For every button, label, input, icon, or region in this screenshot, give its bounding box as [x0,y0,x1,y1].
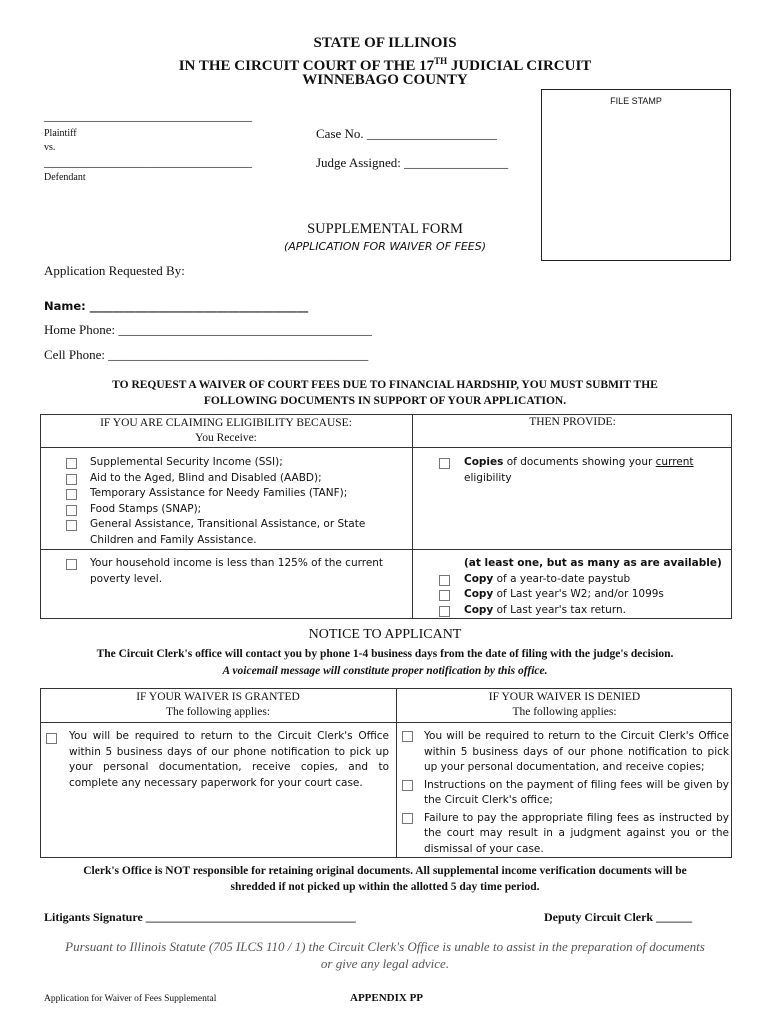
cell-phone-field[interactable]: Cell Phone: ________________________________________ [44,347,369,362]
judge-assigned-field[interactable]: Judge Assigned: ________________ [316,155,509,170]
denied-header-2: The following applies: [512,706,617,718]
denied-return-checkbox[interactable] [402,731,413,742]
provide-copies-current: current [655,456,694,468]
provide-income-item [439,572,729,588]
statute-line-1: Pursuant to Illinois Statute (705 ILCS 110 / 1) the Circuit Clerk's Office is unable to assist in the preparation of documents [65,939,705,954]
defendant-blank[interactable]: ________________________________ [44,154,252,169]
granted-header [40,690,396,720]
granted-checkbox[interactable] [46,733,57,744]
denied-item-text: Instructions on the payment of filing fees will be given by the Circuit Clerk's office; [424,778,729,806]
form-subtitle: (APPLICATION FOR WAIVER OF FEES) [283,240,487,253]
provide-copies-bold: Copies [464,456,504,468]
plaintiff-label: Plaintiff [44,128,77,139]
notice-title: NOTICE TO APPLICANT [308,627,462,642]
provide-income-item [439,587,729,603]
denied-failure-checkbox[interactable] [402,813,413,824]
defendant-label: Defendant [44,172,86,183]
provide-copies-text: of documents showing your [503,456,656,468]
income-text-2: poverty level. [90,572,163,585]
benefit-item [66,502,406,518]
denied-instructions-checkbox[interactable] [402,780,413,791]
benefit-ssi-checkbox[interactable] [66,458,77,469]
disclaimer-line-2: shredded if not picked up within the allotted 5 day time period. [230,881,540,893]
benefit-item-continued [66,533,406,549]
eligibility-col1-header [40,416,412,446]
court-state-heading: STATE OF ILLINOIS [313,35,457,51]
income-checkbox[interactable] [66,559,77,570]
eligibility-col1-header-2: You Receive: [195,432,257,444]
case-number-field[interactable]: Case No. ____________________ [316,126,497,141]
benefits-list [66,455,406,548]
eligibility-col2-header: THEN PROVIDE: [529,416,616,428]
form-title: SUPPLEMENTAL FORM [307,221,463,237]
denied-item-text: Failure to pay the appropriate filing fees as instructed by the court may result in a judgment against you or the dismissal of your case. [424,811,729,855]
benefit-item [66,455,406,471]
eligibility-column-divider [412,414,413,619]
denied-item [402,729,729,776]
court-county-heading: WINNEBAGO COUNTY [302,72,468,88]
copy-text: of Last year's W2; and/or 1099s [493,588,664,600]
eligibility-header-divider [40,447,732,448]
footer-appendix: APPENDIX PP [350,992,424,1004]
provide-income-item [439,603,729,619]
benefit-label: Aid to the Aged, Blind and Disabled (AABD); [90,471,322,484]
litigant-signature-field[interactable]: Litigants Signature ___________________________________ [44,910,356,924]
circuit-heading-text: IN THE CIRCUIT COURT OF THE 17 [178,58,435,74]
income-eligibility [66,556,406,587]
tax-return-checkbox[interactable] [439,606,450,617]
benefit-tanf-checkbox[interactable] [66,489,77,500]
denied-item [402,811,729,858]
income-text-1: Your household income is less than 125% of the current [90,557,384,569]
plaintiff-blank[interactable]: ________________________________ [44,108,252,123]
name-field[interactable] [44,298,308,314]
denied-item [402,778,729,809]
vs-label: vs. [44,142,56,153]
waiver-header-divider [40,722,732,723]
copy-bold: Copy [464,588,494,600]
name-field-text: Name: ______________________________________ [44,299,309,313]
circuit-heading-end: JUDICIAL CIRCUIT [447,58,592,74]
denied-header [397,690,732,720]
denied-list [402,729,729,857]
granted-header-2: The following applies: [165,706,271,718]
denied-item-text: You will be required to return to the Circuit Clerk's Office within 5 business days of our phone notification to pick up your personal documentation, and receive copies; [424,730,729,773]
eligibility-row-divider [40,549,732,550]
eligibility-col1-header-1: IF YOU ARE CLAIMING ELIGIBILITY BECAUSE: [100,417,352,429]
footer-form-name: Application for Waiver of Fees Supplemental [44,994,217,1004]
notice-line-1: The Circuit Clerk's office will contact you by phone 1-4 business days from the date of filing with the judge's decision. [96,648,674,660]
denied-header-1: IF YOUR WAIVER IS DENIED [488,691,641,703]
benefit-label: Supplemental Security Income (SSI); [90,456,283,468]
benefit-item [66,486,406,502]
granted-text: You will be required to return to the Circuit Clerk's Office within 5 business days of our phone notification to pick up your personal documentation, receive copies, and to complete any necessary paperwork for your court case. [69,730,389,789]
benefit-item [66,517,406,533]
benefit-general-checkbox[interactable] [66,520,77,531]
file-stamp-label: FILE STAMP [610,96,662,106]
copy-text: of Last year's tax return. [493,603,626,616]
granted-header-1: IF YOUR WAIVER IS GRANTED [136,691,300,703]
instructions-line-2: FOLLOWING DOCUMENTS IN SUPPORT OF YOUR APPLICATION. [203,395,567,407]
provide-copies-checkbox[interactable] [439,458,450,469]
application-requested-by: Application Requested By: [44,263,185,278]
provide-copies-eligibility: eligibility [464,471,512,484]
benefit-item [66,471,406,487]
provide-income-docs [439,556,729,618]
w2-checkbox[interactable] [439,590,450,601]
statute-line-2: or give any legal advice. [320,956,450,971]
benefit-label: Children and Family Assistance. [90,533,257,546]
benefit-snap-checkbox[interactable] [66,505,77,516]
home-phone-field[interactable]: Home Phone: _______________________________________ [44,322,372,337]
provide-current-eligibility [439,455,729,486]
paystub-checkbox[interactable] [439,575,450,586]
instructions-line-1: TO REQUEST A WAIVER OF COURT FEES DUE TO FINANCIAL HARDSHIP, YOU MUST SUBMIT THE [112,379,658,391]
notice-line-2: A voicemail message will constitute proper notification by this office. [222,665,548,677]
disclaimer-line-1: Clerk's Office is NOT responsible for retaining original documents. All supplemental income verification documents will be [83,865,687,877]
copy-bold: Copy [464,603,494,616]
copy-text: of a year-to-date paystub [493,572,631,585]
copy-bold: Copy [464,572,494,585]
benefit-label: Temporary Assistance for Needy Families (TANF); [90,487,348,499]
provide-income-header: (at least one, but as many as are available) [464,557,722,569]
benefit-aabd-checkbox[interactable] [66,474,77,485]
benefit-label: Food Stamps (SNAP); [90,502,202,515]
deputy-clerk-field[interactable]: Deputy Circuit Clerk ______ [544,910,693,924]
benefit-label: General Assistance, Transitional Assistance, or State [90,518,366,530]
circuit-ordinal-suffix: TH [434,56,448,66]
